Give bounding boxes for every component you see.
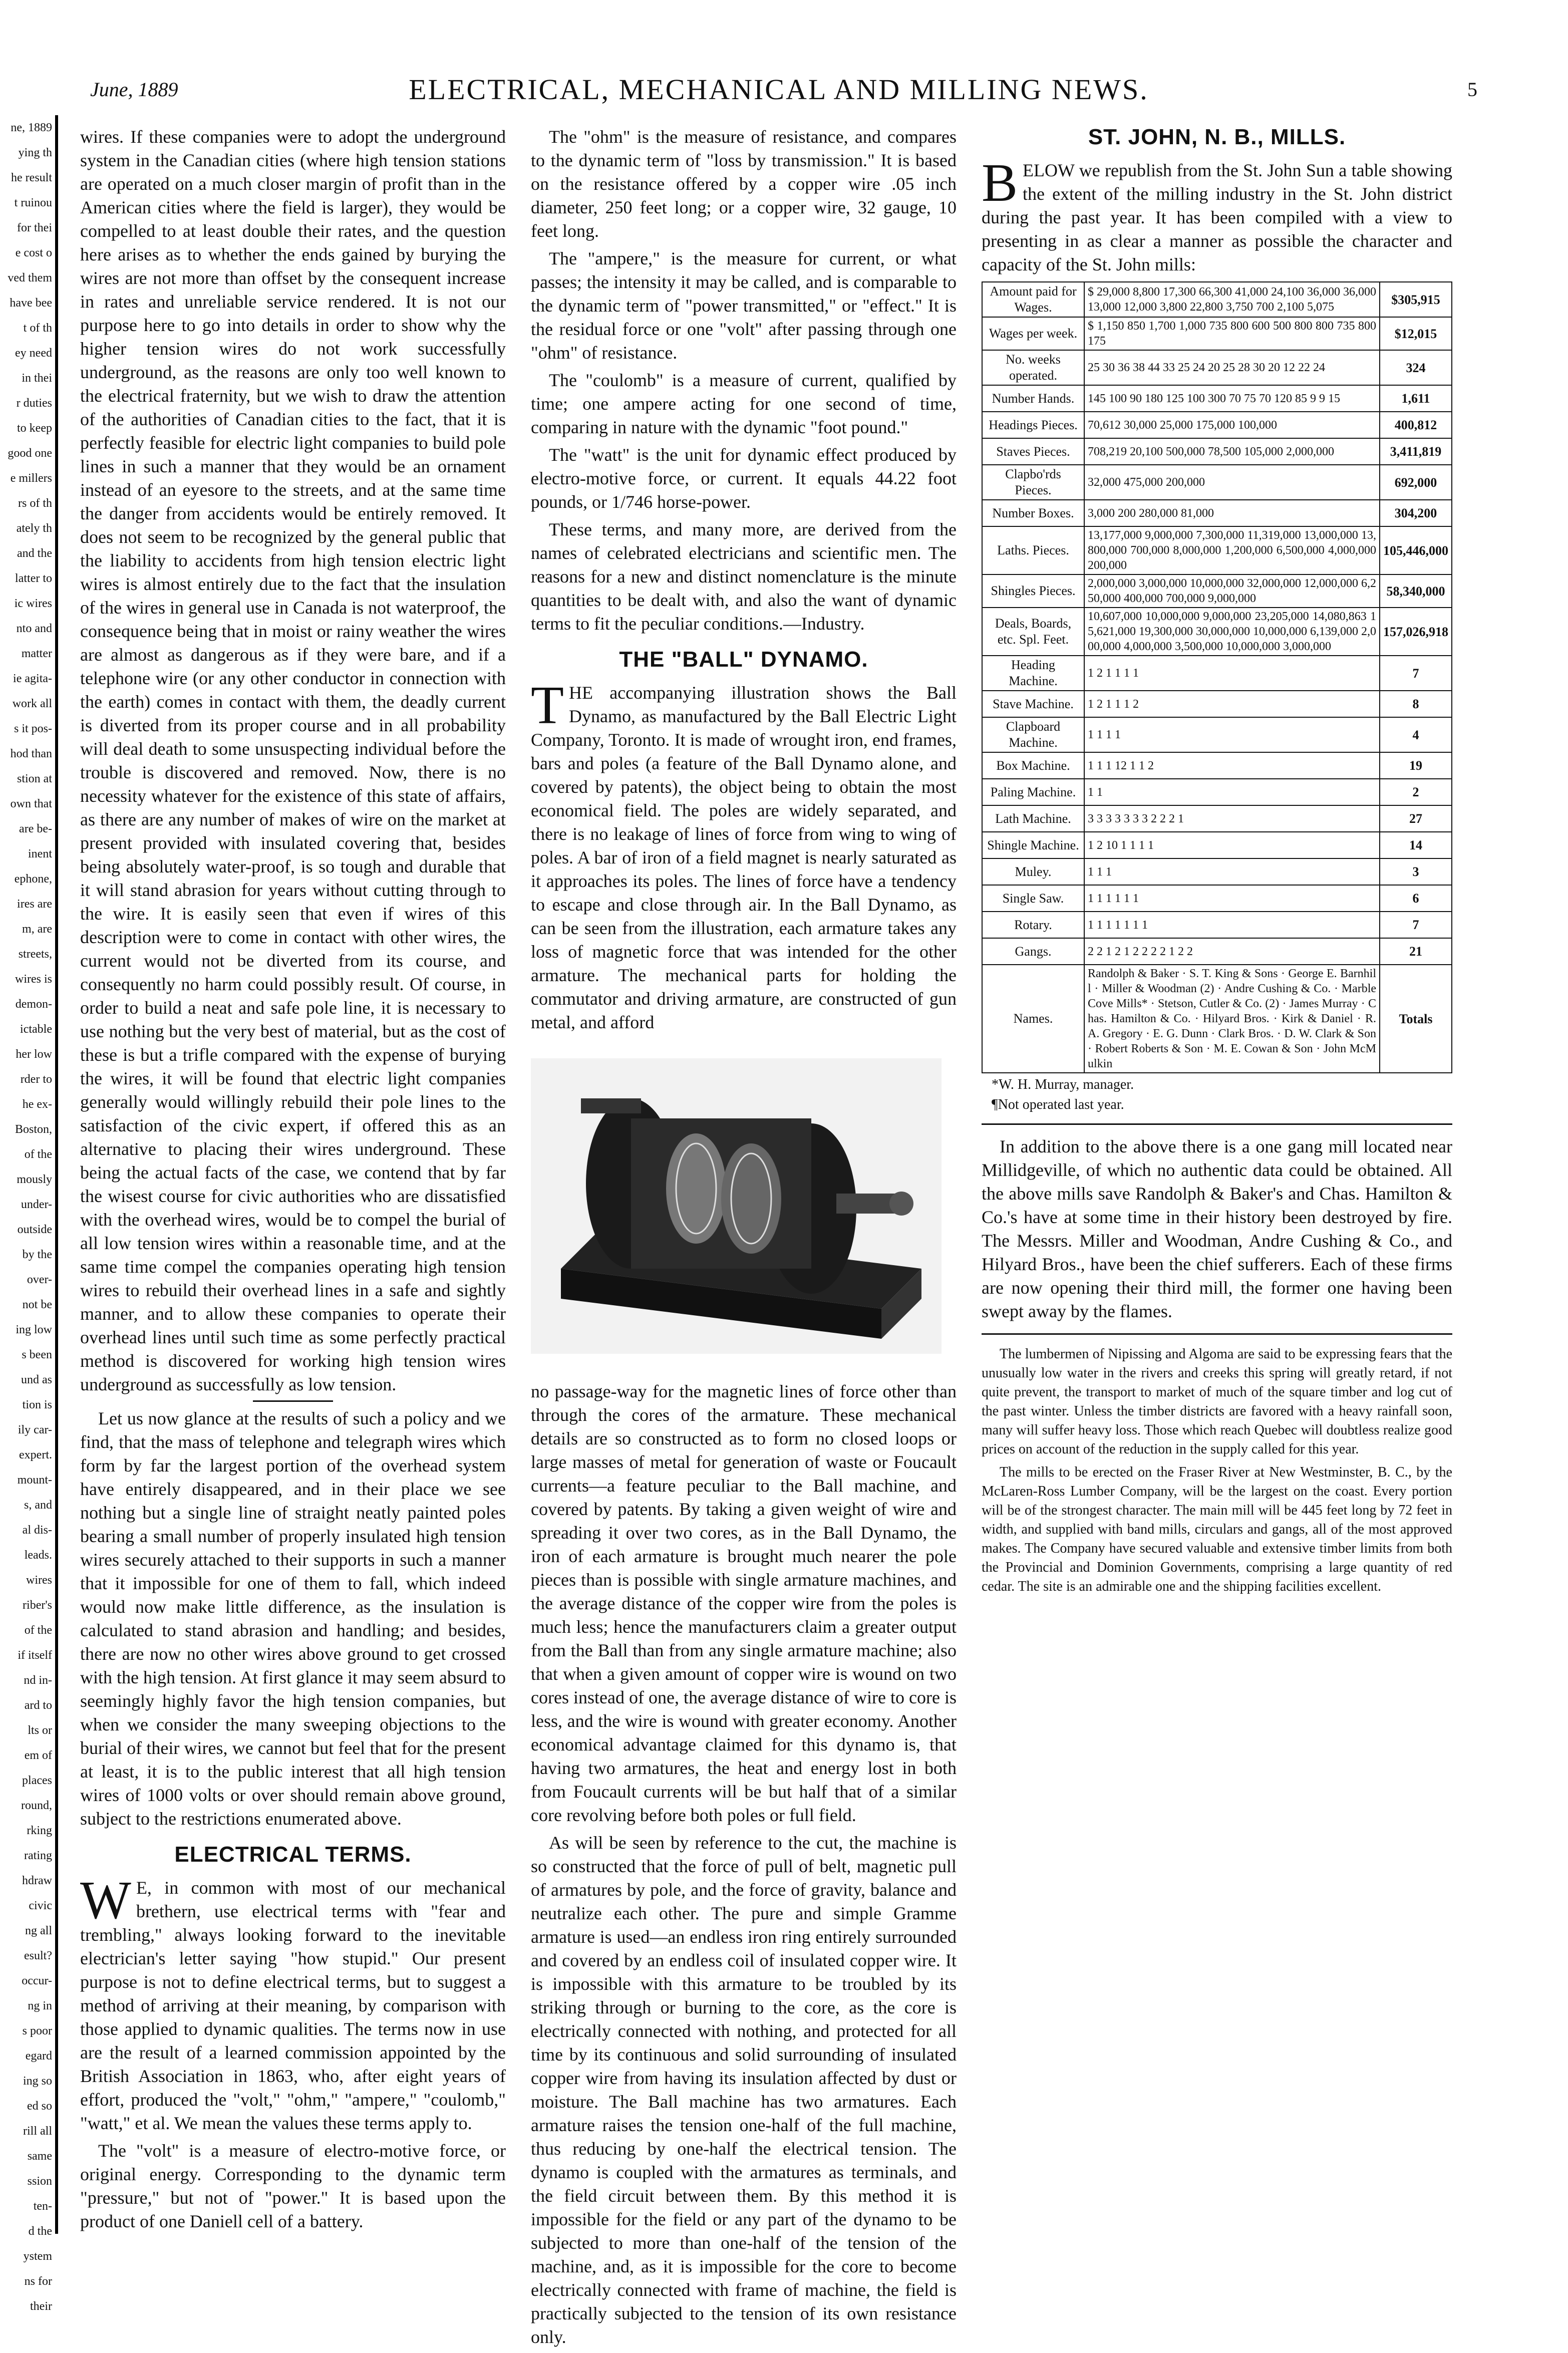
edge-text-fragment: s, and: [24, 1499, 52, 1512]
mill-name: Marble Cove Mills*: [1088, 982, 1377, 1010]
divider: [982, 1123, 1452, 1125]
row-label: Heading Machine.: [982, 656, 1084, 691]
edge-text-fragment: he result: [11, 171, 52, 184]
coulomb-paragraph: The "coulomb" is a measure of current, qualified by time; one ampere acting for one second of time, comparing in nature with the dynamic "foot pound.": [531, 370, 957, 437]
dynamo-illustration: [531, 1058, 942, 1354]
row-label: Stave Machine.: [982, 691, 1084, 717]
row-label: Lath Machine.: [982, 805, 1084, 832]
edge-text-fragment: expert.: [19, 1448, 52, 1461]
table-row: [982, 752, 1452, 779]
edge-text-fragment: round,: [21, 1799, 52, 1812]
edge-text-fragment: ephone,: [14, 872, 52, 886]
edge-text-fragment: rating: [24, 1849, 52, 1862]
millidgeville-paragraph: In addition to the above there is a one gang mill located near Millidgeville, of which no authentic data could be obtained. All the above mills save Randolph & Baker's and Chas. Hamilton & Co.'s have at some time in their history been destroyed by fire. The Messrs. Miller and Woodman, Andre Cushing & Co., and Hilyard Bros., have been the chief sufferers. Each of these firms are now opening their third mill, the former one having been swept away by the flames.: [982, 1136, 1452, 1321]
edge-text-fragment: and the: [17, 547, 52, 560]
row-label: Deals, Boards, etc. Spl. Feet.: [982, 608, 1084, 656]
edge-text-fragment: of the: [24, 1624, 52, 1637]
mill-name: D. W. Clark & Son: [1284, 1027, 1377, 1040]
row-total: 7: [1380, 656, 1452, 691]
column-3: [982, 125, 1452, 1600]
row-total: 7: [1380, 912, 1452, 938]
edge-text-fragment: if itself: [18, 1649, 52, 1662]
row-total: 324: [1380, 350, 1452, 385]
row-total: 19: [1380, 752, 1452, 779]
edge-text-fragment: ard to: [24, 1699, 52, 1712]
column-2: [531, 125, 957, 2353]
table-row: [982, 691, 1452, 717]
mill-names: Randolph & Baker · S. T. King & Sons · George E. Barnhill · Miller & Woodman (2) · Andre Cushing & Co. · Marble Cove Mills* · Stetson, Cutler & Co. (2) · James Murray · Chas. Hamilton & Co. · Hilyard Bros. · Kirk & Daniel · R. A. Gregory · E. G. Dunn · Clark Bros. · D. W. Clark & Son · Robert Roberts & Son · M. E. Cowan & Son · John McMulkin: [1084, 965, 1380, 1073]
edge-text-fragment: under-: [21, 1198, 52, 1211]
row-values: 1 1: [1084, 779, 1380, 805]
mill-name: R. A. Gregory: [1088, 1012, 1376, 1040]
row-values: 1 2 1 1 1 1: [1084, 656, 1380, 691]
mill-name: James Murray: [1289, 997, 1358, 1010]
row-label: Clapboard Machine.: [982, 717, 1084, 752]
page-header: [80, 65, 1477, 105]
edge-text-fragment: he ex-: [22, 1098, 52, 1111]
edge-text-fragment: nto and: [16, 622, 52, 635]
edge-text-fragment: streets,: [18, 948, 52, 961]
row-total: 3,411,819: [1380, 438, 1452, 465]
row-total: 21: [1380, 938, 1452, 965]
edge-text-fragment: wires is: [15, 973, 52, 986]
row-label: Single Saw.: [982, 885, 1084, 912]
row-total: 4: [1380, 717, 1452, 752]
edge-text-fragment: und as: [21, 1373, 52, 1386]
issue-date: June, 1889: [90, 78, 178, 101]
edge-text-fragment: stion at: [17, 772, 52, 785]
table-row: [982, 385, 1452, 412]
row-values: 145 100 90 180 125 100 300 70 75 70 120 85 9 9 15: [1084, 385, 1380, 412]
row-total: 157,026,918: [1380, 608, 1452, 656]
edge-text-fragment: outside: [17, 1223, 52, 1236]
edge-text-fragment: of the: [24, 1148, 52, 1161]
edge-text-fragment: own that: [10, 797, 52, 810]
edge-text-fragment: her low: [16, 1048, 52, 1061]
row-values: 13,177,000 9,000,000 7,300,000 11,319,000 13,000,000 13,800,000 700,000 8,000,000 1,200,000 6,500,000 4,000,000 200,000: [1084, 526, 1380, 574]
edge-text-fragment: s it pos-: [14, 722, 52, 735]
edge-text-fragment: ng all: [25, 1924, 52, 1937]
nipissing-paragraph: The lumbermen of Nipissing and Algoma are said to be expressing fears that the unusually low water in the rivers and creeks this spring will greatly retard, if not quite prevent, the transport to market of much of the square timber and log cut of the past winter. Unless the timber districts are favored with a heavy rainfall soon, many will suffer heavy loss. Those which reach Quebec will doubtless realize good prices on account of the reduction in the supply called for this year.: [982, 1346, 1452, 1457]
edge-text-fragment: inent: [28, 847, 52, 860]
divider: [982, 1333, 1452, 1335]
edge-text-fragment: over-: [27, 1273, 52, 1286]
row-values: 1 1 1 1: [1084, 717, 1380, 752]
edge-text-fragment: t of th: [23, 322, 52, 335]
row-values: 2 2 1 2 1 2 2 2 2 1 2 2: [1084, 938, 1380, 965]
row-total: 105,446,000: [1380, 526, 1452, 574]
edge-text-fragment: have bee: [10, 297, 52, 310]
row-label: Laths. Pieces.: [982, 526, 1084, 574]
edge-text-fragment: ey need: [15, 347, 52, 360]
table-row: [982, 832, 1452, 858]
edge-text-fragment: ying th: [18, 146, 52, 159]
mill-name: Robert Roberts & Son: [1095, 1042, 1203, 1055]
drop-cap: B: [982, 153, 1018, 213]
row-label: Box Machine.: [982, 752, 1084, 779]
row-label: Number Hands.: [982, 385, 1084, 412]
electrical-terms-heading: ELECTRICAL TERMS.: [174, 1842, 412, 1867]
footnote-manager: *W. H. Murray, manager.: [992, 1077, 1134, 1092]
row-label: Paling Machine.: [982, 779, 1084, 805]
row-label: No. weeks operated.: [982, 350, 1084, 385]
row-total: 1,611: [1380, 385, 1452, 412]
mill-name: S. T. King & Sons: [1189, 967, 1278, 980]
table-row: [982, 317, 1452, 350]
edge-text-fragment: ires are: [17, 898, 52, 911]
edge-text-fragment: rking: [27, 1824, 52, 1837]
row-label: Amount paid for Wages.: [982, 282, 1084, 317]
edge-text-fragment: ic wires: [14, 597, 52, 610]
edge-text-fragment: ng in: [28, 1999, 52, 2012]
table-row-names: [982, 965, 1452, 1073]
row-total: $12,015: [1380, 317, 1452, 350]
edge-text-fragment: ns for: [24, 2275, 52, 2288]
footnote-not-operated: ¶Not operated last year.: [992, 1097, 1124, 1112]
edge-text-fragment: nd in-: [24, 1674, 52, 1687]
table-row: [982, 412, 1452, 438]
row-total: 14: [1380, 832, 1452, 858]
row-total: 27: [1380, 805, 1452, 832]
row-values: $ 1,150 850 1,700 1,000 735 800 600 500 800 800 735 800 175: [1084, 317, 1380, 350]
volt-paragraph: The "volt" is a measure of electro-motive force, or original energy. Corresponding to the dynamic term "pressure," but not of "power." It is based upon the product of one Daniell cell of a battery.: [80, 2141, 506, 2231]
page-number: 5: [1467, 78, 1477, 101]
edge-text-fragment: occur-: [22, 1974, 52, 1987]
edge-text-fragment: d the: [28, 2225, 52, 2238]
row-total: $305,915: [1380, 282, 1452, 317]
edge-text-fragment: s poor: [22, 2024, 52, 2037]
mill-name: George E. Barnhill: [1088, 967, 1376, 995]
edge-text-fragment: civic: [29, 1899, 52, 1912]
mill-name: Stetson, Cutler & Co. (2): [1158, 997, 1280, 1010]
edge-text-fragment: ystem: [23, 2250, 52, 2263]
mill-name: M. E. Cowan & Son: [1213, 1042, 1313, 1055]
edge-text-fragment: matter: [21, 647, 52, 660]
mill-name: Clark Bros.: [1218, 1027, 1274, 1040]
mill-name: John McMulkin: [1088, 1042, 1376, 1070]
row-label: Staves Pieces.: [982, 438, 1084, 465]
row-values: 3 3 3 3 3 3 3 2 2 2 1: [1084, 805, 1380, 832]
masthead-title: ELECTRICAL, MECHANICAL AND MILLING NEWS.: [409, 73, 1149, 106]
edge-text-fragment: esult?: [24, 1949, 52, 1962]
underground-wires-paragraph: wires. If these companies were to adopt the underground system in the Canadian cities (where high tension stations are operated on a much closer margin of profit than in the American cities where the field is larger), they would be compelled to at least double their rates, and the question here arises as to whether the ends gained by burying the wires are not more than offset by the consequent increase in rates and unreliable service rendered. It is not our purpose here to go into details in order to show why the higher tension wires do not work successfully underground, as the reasons are only too well known to the electrical fraternity, but we wish to draw the attention of the authorities of Canadian cities to the fact, that it is perfectly feasible for electric light companies to build pole lines in such a manner that they would be an ornament instead of an eyesore to the streets, and at the same time the danger from accidents would be entirely removed. It does not seem to be recognized by the general public that the liability to accidents from high tension electric light wires is almost entirely due to the fact that the insulation of the wires in general use in Canada is not waterproof, the consequence being that in moist or rainy weather the wires are almost as dangerous as if they were bare, and if a telephone wire (or any other conductor in connection with the earth) comes in contact with them, the deadly current is diverted from its proper course and in all probability will deal death to some unsuspecting individual before the trouble is discovered and removed. Now, there is no necessity whatever for the existence of this state of affairs, as there are any number of makes of wire on the market at present provided with insulated covering that, besides being absolutely water-proof, is so tough and durable that it will stand abrasion for years without cutting through to the wire. It is easily seen that even if wires of this description were to come in contact with other wires, the current would not be diverted from its course, and consequently no harm could possibly result. Of course, in order to build a neat and safe pole line, it is necessary to use nothing but the very best of material, but as the cost of these is but a trifle compared with the expense of burying the wires, it will be found that electric light companies generally would willingly rebuild their pole lines to the satisfaction of the civic expert, if offered this as an alternative to placing their wires underground. These being the actual facts of the case, we contend that by far the wisest course for civic authorities who are dissatisfied with the overhead wires, would be to compel the burial of all low tension wires within a reasonable time, and at the same time compel the companies operating high tension wires to rebuild their overhead lines in a safe and sightly manner, and to allow these companies to operate their overhead lines until such time as some perfectly practical method is discovered for working high tension wires underground as successfully as low tension.: [80, 127, 506, 1394]
row-total: 3: [1380, 858, 1452, 885]
edge-text-fragment: rs of th: [18, 497, 52, 510]
edge-text-fragment: not be: [22, 1298, 52, 1311]
watt-paragraph: The "watt" is the unit for dynamic effect produced by electro-motive force, or current. It equals 44.22 foot pounds, or 1/746 horse-power.: [531, 445, 957, 512]
names-label: Names.: [982, 965, 1084, 1073]
row-label: Number Boxes.: [982, 500, 1084, 526]
edge-text-fragment: leads.: [24, 1549, 52, 1562]
row-values: 1 2 10 1 1 1 1: [1084, 832, 1380, 858]
row-total: 8: [1380, 691, 1452, 717]
ball-dynamo-heading: THE "BALL" DYNAMO.: [619, 647, 868, 672]
mill-name: Kirk & Daniel: [1281, 1012, 1353, 1025]
edge-text-fragment: ing so: [23, 2075, 52, 2088]
row-label: Shingles Pieces.: [982, 574, 1084, 608]
row-label: Gangs.: [982, 938, 1084, 965]
electrical-terms-intro: W E, in common with most of our mechanical brethern, use electrical terms with "fear and trembling," always looking forward to the inevitable electrician's letter saying "how stupid." Our present purpose is not to define electrical terms, but to suggest a method of arriving at their meaning, by comparison with those applied to dynamic qualities. The terms now in use are the result of a learned commission appointed by the British Association in 1863, who, after eight years of effort, produced the "volt," "ohm," "ampere," "coulomb," "watt," et al. We mean the values these terms apply to.: [80, 1871, 506, 2133]
edge-text-fragment: s been: [22, 1348, 52, 1361]
edge-text-fragment: ing low: [16, 1323, 52, 1336]
table-row: [982, 805, 1452, 832]
fraser-river-paragraph: The mills to be erected on the Fraser River at New Westminster, B. C., by the McLaren-Ross Lumber Company, will be the largest on the coast. Every portion will be of the strongest character. The main mill will be 445 feet long by 72 feet in width, and supplied with band mills, circulars and gangs, all of the most approved makes. The Company have secured valuable and extensive timber limits from both the Provincial and Dominion Governments, comprising a large quantity of red cedar. The site is an admirable one and the shipping facilities excellent.: [982, 1464, 1452, 1594]
edge-text-fragment: lts or: [28, 1724, 52, 1737]
edge-text-fragment: ed so: [27, 2100, 52, 2113]
row-values: 708,219 20,100 500,000 78,500 105,000 2,000,000: [1084, 438, 1380, 465]
edge-text-fragment: hod than: [10, 747, 52, 760]
edge-text-fragment: ately th: [16, 522, 52, 535]
mills-table: [982, 281, 1452, 1073]
mill-name: E. G. Dunn: [1153, 1027, 1208, 1040]
edge-text-fragment: r duties: [16, 397, 52, 410]
edge-text-fragment: ved them: [8, 271, 52, 284]
edge-text-fragment: ie agita-: [13, 672, 52, 685]
edge-text-fragment: ten-: [33, 2200, 52, 2213]
row-values: 3,000 200 280,000 81,000: [1084, 500, 1380, 526]
row-total: 304,200: [1380, 500, 1452, 526]
edge-text-fragment: egard: [25, 2049, 52, 2063]
column-1: [80, 125, 506, 2237]
edge-text-fragment: in thei: [22, 372, 52, 385]
table-row: [982, 574, 1452, 608]
row-values: 1 1 1 1 1 1: [1084, 885, 1380, 912]
row-values: $ 29,000 8,800 17,300 66,300 41,000 24,100 36,000 36,000 13,000 12,000 3,800 22,800 3,750 700 2,100 5,075: [1084, 282, 1380, 317]
edge-text-fragment: their: [30, 2300, 52, 2313]
row-label: Clapbo'rds Pieces.: [982, 465, 1084, 500]
row-total: 2: [1380, 779, 1452, 805]
row-values: 1 1 1 12 1 1 2: [1084, 752, 1380, 779]
mill-name: Randolph & Baker: [1088, 967, 1179, 980]
row-total: 58,340,000: [1380, 574, 1452, 608]
st-john-intro: BELOW we republish from the St. John Sun a table showing the extent of the milling industry in the St. John district during the past year. It has been compiled with a view to presenting in as clear a manner as possible the character and capacity of the St. John mills:: [982, 153, 1452, 274]
edge-text-fragment: wires: [26, 1574, 52, 1587]
table-row: [982, 350, 1452, 385]
row-total: 692,000: [1380, 465, 1452, 500]
row-values: 1 1 1: [1084, 858, 1380, 885]
edge-text-fragment: rill all: [23, 2125, 52, 2138]
edge-text-fragment: places: [22, 1774, 52, 1787]
divider: [253, 1400, 333, 1402]
row-values: 10,607,000 10,000,000 9,000,000 23,205,000 14,080,863 15,621,000 19,300,000 30,000,000 10,000,000 6,139,000 2,000,000 4,000,000 3,500,000 10,000,000 3,000,000: [1084, 608, 1380, 656]
edge-text-fragment: to keep: [17, 422, 52, 435]
edge-text-fragment: rder to: [20, 1073, 52, 1086]
edge-text-fragment: by the: [22, 1248, 52, 1261]
row-label: Muley.: [982, 858, 1084, 885]
edge-text-fragment: e cost o: [15, 246, 52, 259]
previous-page-edge: [0, 115, 58, 2313]
ball-dynamo-continued: no passage-way for the magnetic lines of force other than through the cores of the armature. These mechanical details are so constructed as to form no closed loops or large masses of metal for generation of waste or Foucault currents—a feature peculiar to the Ball machine, and covered by patents. By taking a given weight of wire and spreading it over two cores, as in the Ball Dynamo, the iron of each armature is brought much nearer the pole pieces than is possible with single armature machines, and the average distance of the copper wire from the poles is much less; hence the manufacturers claim a greater output from the Ball than from any single armature machine; also that when a given amount of copper wire is wound on two cores instead of one, the average distance of wire to core is less, and the wire is wound with greater economy. Another economical advantage claimed for this dynamo is, that having two armatures, the heat and energy lost in both from Foucault currents will be but half that of a similar core revolving before both poles or full field.: [531, 1381, 957, 1825]
ampere-paragraph: The "ampere," is the measure for current, or what passes; the intensity it may be called, and is comparable to the dynamic term of "power transmitted," or "effect." It is the residual force or one "volt" after passing through one "ohm" of resistance.: [531, 248, 957, 363]
edge-text-fragment: ictable: [20, 1023, 52, 1036]
edge-text-fragment: work all: [12, 697, 52, 710]
row-total: 400,812: [1380, 412, 1452, 438]
table-row: [982, 656, 1452, 691]
nomenclature-paragraph: These terms, and many more, are derived from the names of celebrated electricians and scientific men. The reasons for a new and distinct nomenclature is the minute quantities to be dealt with, and also the want of dynamic terms to fit the peculiar conditions.—Industry.: [531, 519, 957, 634]
edge-text-fragment: Boston,: [15, 1123, 52, 1136]
edge-text-fragment: ssion: [27, 2175, 52, 2188]
edge-text-fragment: riber's: [23, 1599, 52, 1612]
edge-text-fragment: al dis-: [22, 1524, 52, 1537]
mill-name: Chas. Hamilton & Co.: [1088, 997, 1376, 1025]
row-label: Wages per week.: [982, 317, 1084, 350]
edge-text-fragment: hdraw: [22, 1874, 52, 1887]
ohm-paragraph: The "ohm" is the measure of resistance, and compares to the dynamic term of "loss by transmission." It is based on the resistance offered by a copper wire .05 inch diameter, 250 feet long; or a copper wire, 32 gauge, 10 feet long.: [531, 127, 957, 241]
edge-text-fragment: are be-: [19, 822, 52, 835]
edge-text-fragment: em of: [24, 1749, 52, 1762]
table-row: [982, 717, 1452, 752]
row-values: 70,612 30,000 25,000 175,000 100,000: [1084, 412, 1380, 438]
table-row: [982, 885, 1452, 912]
drop-cap: W: [80, 1871, 131, 1930]
table-row: [982, 608, 1452, 656]
row-total: 6: [1380, 885, 1452, 912]
row-values: 1 2 1 1 1 2: [1084, 691, 1380, 717]
st-john-mills-heading: ST. JOHN, N. B., MILLS.: [1088, 125, 1346, 149]
row-label: Headings Pieces.: [982, 412, 1084, 438]
edge-text-fragment: latter to: [15, 572, 52, 585]
edge-text-fragment: same: [27, 2150, 52, 2163]
mill-name: Andre Cushing & Co.: [1224, 982, 1331, 995]
policy-results-paragraph: Let us now glance at the results of such a policy and we find, that the mass of telephone and telegraph wires which form by far the largest portion of the overhead system have entirely disappeared, and in their place we see nothing but a single line of straight neatly painted poles bearing a small number of properly insulated high tension wires securely attached to their supports in such a manner that it impossible for one of them to fall, which indeed would now make little difference, as the insulation is calculated to stand abrasion and handling; and besides, there are now no other wires above ground to get crossed with the high tension. At first glance it may seem absurd to seemingly highly favor the high tension companies, but when we consider the many sweeping objections to the burial of their wires, we cannot but feel that for the present at least, it is to the public interest that all high tension wires of 1000 volts or over should remain above ground, subject to the restrictions enumerated above.: [80, 1408, 506, 1829]
table-row: [982, 779, 1452, 805]
edge-text-fragment: tion is: [22, 1398, 52, 1411]
totals-label: Totals: [1380, 965, 1452, 1073]
ball-dynamo-intro: THE accompanying illustration shows the Ball Dynamo, as manufactured by the Ball Electric Light Company, Toronto. It is made of wrought iron, end frames, bars and poles (a feature of the Ball Dynamo alone, and covered by patents), the object being to obtain the most economical field. The poles are widely separated, and there is no leakage of lines of force from wing to wing of poles. A bar of iron of a field magnet is nearly saturated as it approaches its poles. The lines of force have a tendency to escape and close through air. In the Ball Dynamo, as can be seen from the illustration, each armature takes any loss of magnetic force that was intended for the other armature. The mechanical parts for holding the commutator and driving armature, are constructed of gun metal, and afford: [531, 676, 957, 1032]
table-row: [982, 465, 1452, 500]
ball-dynamo-construction: As will be seen by reference to the cut, the machine is so constructed that the force of pull of belt, magnetic pull of armatures by pole, and the force of gravity, balance and neutralize each other. The pure and simple Gramme armature is used—an endless iron ring entirely surrounded and covered by an endless coil of insulated copper wire. It is impossible with this armature to be troubled by its striking through or burning to the core, as the core is electrically connected with nothing, and protected for all time by its continuous and solid surrounding of insulated copper wire from having its insulation affected by dust or moisture. The Ball machine has two armatures. Each armature raises the tension one-half of the full machine, thus reducing by one-half the electrical tension. The dynamo is coupled with the armatures as terminals, and the field circuit between them. By this method it is impossible for the field or any part of the dynamo to be subjected to more than one-half of the tension of the machine, and, as it is impossible for the core to become electrically connected with frame of machine, the field is practically subjected to the tension of its own resistance only.: [531, 1833, 957, 2347]
mill-name: Miller & Woodman (2): [1102, 982, 1214, 995]
edge-text-fragment: ne, 1889: [11, 121, 52, 134]
row-label: Shingle Machine.: [982, 832, 1084, 858]
table-row: [982, 912, 1452, 938]
row-values: 25 30 36 38 44 33 25 24 20 25 28 30 20 12 22 24: [1084, 350, 1380, 385]
edge-text-fragment: t ruinou: [14, 196, 52, 209]
table-row: [982, 438, 1452, 465]
edge-text-fragment: m, are: [22, 923, 52, 936]
edge-text-fragment: mount-: [17, 1474, 52, 1487]
table-row: [982, 938, 1452, 965]
edge-text-fragment: for thei: [17, 221, 52, 234]
edge-text-fragment: e millers: [10, 472, 52, 485]
table-row: [982, 858, 1452, 885]
mill-name: Hilyard Bros.: [1202, 1012, 1270, 1025]
row-values: 32,000 475,000 200,000: [1084, 465, 1380, 500]
table-row: [982, 500, 1452, 526]
edge-text-fragment: ily car-: [18, 1423, 52, 1436]
row-label: Rotary.: [982, 912, 1084, 938]
row-values: 2,000,000 3,000,000 10,000,000 32,000,000 12,000,000 6,250,000 400,000 700,000 9,000,000: [1084, 574, 1380, 608]
table-row: [982, 526, 1452, 574]
drop-cap: T: [531, 676, 564, 735]
table-row: [982, 282, 1452, 317]
row-values: 1 1 1 1 1 1 1: [1084, 912, 1380, 938]
edge-text-fragment: good one: [8, 447, 52, 460]
edge-text-fragment: mously: [17, 1173, 52, 1186]
edge-text-fragment: demon-: [15, 998, 52, 1011]
